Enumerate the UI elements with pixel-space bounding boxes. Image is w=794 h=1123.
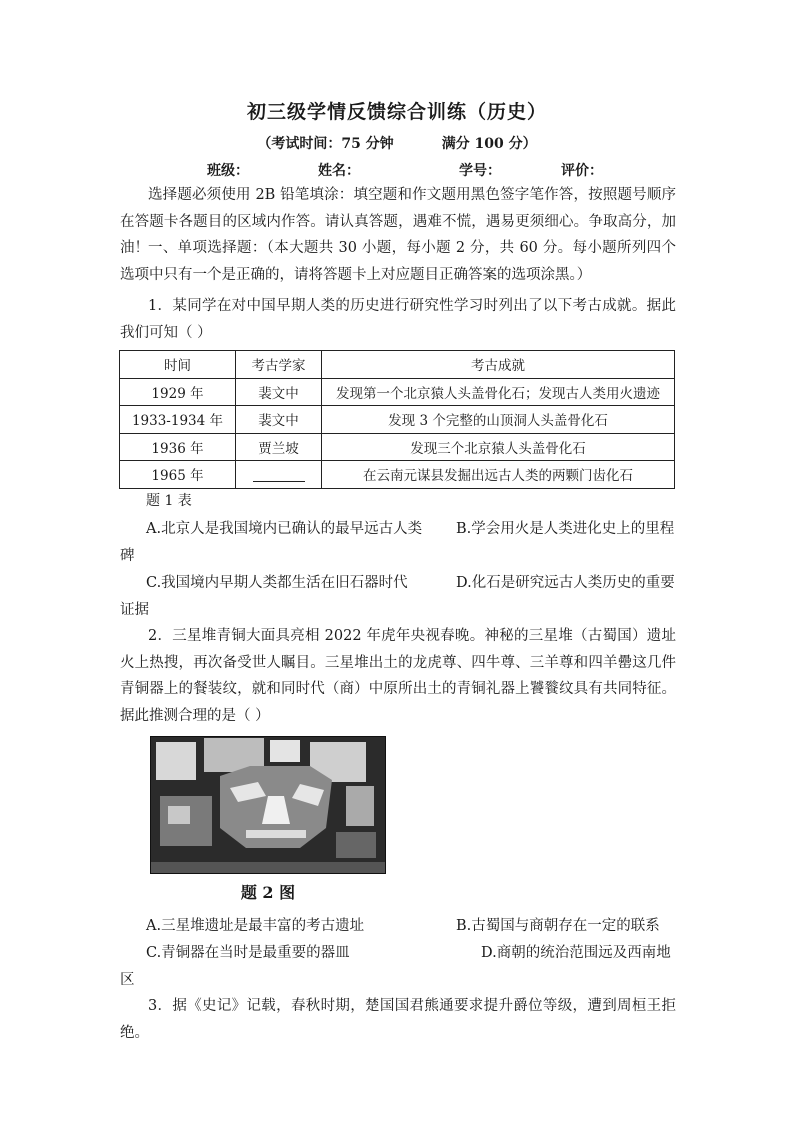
bronze-mask-photo bbox=[150, 736, 386, 874]
table-cell: 裴文中 bbox=[236, 378, 322, 406]
q2-option-c: C.青铜器在当时是最重要的器皿 bbox=[146, 945, 350, 961]
name-label: 姓名： bbox=[318, 163, 360, 179]
question-1-stem: 1．某同学在对中国早期人类的历史进行研究性学习时列出了以下考古成就。据此我们可知（ ） bbox=[120, 298, 676, 341]
table-row bbox=[120, 378, 675, 406]
exam-meta bbox=[0, 133, 794, 153]
page-title: 初三级学情反馈综合训练（历史） bbox=[246, 101, 547, 123]
instructions: 选择题必须使用 2B 铅笔填涂：填空题和作文题用黑色签字笔作答，按照题号顺序在答题卡各题目的区域内作答。请认真答题，遇难不慌，遇易更须细心。争取高分，加油！ bbox=[120, 187, 676, 256]
table-cell-blank bbox=[236, 461, 322, 489]
q2-option-a: A.三星堆遗址是最丰富的考古遗址 bbox=[146, 918, 365, 934]
question-2-stem: 2．三星堆青铜大面具亮相 2022 年虎年央视春晚。神秘的三星堆（古蜀国）遗址火上热搜，再次备受世人瞩目。三星堆出土的龙虎尊、四牛尊、三羊尊和四羊罍这几件青铜器上的餐装纹，就和同时代（商）中原所出土的青铜礼器上饕餮纹具有共同特征。据此推测合理的是（ ） bbox=[120, 628, 676, 724]
table-cell: 1933-1934 年 bbox=[120, 406, 236, 434]
q1-option-a: A.北京人是我国境内已确认的最早远古人类 bbox=[146, 521, 423, 537]
figure-caption: 题 2 图 bbox=[240, 883, 296, 902]
q1-option-b-wrap: 碑 bbox=[120, 548, 135, 564]
table-cell: 裴文中 bbox=[236, 406, 322, 434]
table-cell: 发现三个北京猿人头盖骨化石 bbox=[322, 433, 675, 461]
q2-option-b: B.古蜀国与商朝存在一定的联系 bbox=[456, 918, 660, 934]
table-cell: 在云南元谋县发掘出远古人类的两颗门齿化石 bbox=[322, 461, 675, 489]
table-header: 考古学家 bbox=[236, 351, 322, 379]
table-row bbox=[120, 461, 675, 489]
table-header-row bbox=[120, 351, 675, 379]
exam-time: （考试时间：75 分钟 bbox=[257, 136, 394, 152]
table-cell: 1965 年 bbox=[120, 461, 236, 489]
q1-option-c: C.我国境内早期人类都生活在旧石器时代 bbox=[146, 575, 408, 591]
student-id-label: 学号： bbox=[459, 163, 501, 179]
evaluation-label: 评价： bbox=[561, 163, 603, 179]
table-cell: 发现 3 个完整的山顶洞人头盖骨化石 bbox=[322, 406, 675, 434]
table-cell: 1929 年 bbox=[120, 378, 236, 406]
table-row bbox=[120, 406, 675, 434]
q1-option-d-wrap: 证据 bbox=[120, 602, 149, 618]
table-header: 考古成就 bbox=[322, 351, 675, 379]
table-cell: 1936 年 bbox=[120, 433, 236, 461]
exam-score: 满分 100 分） bbox=[441, 136, 537, 152]
table-cell: 贾兰坡 bbox=[236, 433, 322, 461]
q2-option-d: D.商朝的统治范围远及西南地 bbox=[481, 945, 671, 961]
table-cell: 发现第一个北京猿人头盖骨化石；发现古人类用火遗迹 bbox=[322, 378, 675, 406]
table-caption: 题 1 表 bbox=[146, 493, 192, 509]
q1-option-d: D.化石是研究远古人类历史的重要 bbox=[456, 575, 675, 591]
q2-option-d-wrap: 区 bbox=[120, 972, 135, 988]
question-3-stem: 3．据《史记》记载，春秋时期，楚国国君熊通要求提升爵位等级，遭到周桓王拒绝。 bbox=[120, 998, 676, 1041]
fill-in-blank bbox=[253, 467, 305, 482]
q1-option-b: B.学会用火是人类进化史上的里程 bbox=[456, 521, 675, 537]
table-row bbox=[120, 433, 675, 461]
table-header: 时间 bbox=[120, 351, 236, 379]
section-heading: 一、单项选择题：（本大题共 30 小题，每小题 2 分，共 60 分。每小题所列四个选项中只有一个是正确的，请将答题卡上对应题目正确答案的选项涂黑。） bbox=[120, 240, 676, 283]
class-label: 班级： bbox=[207, 163, 249, 179]
question-1-table bbox=[119, 350, 675, 489]
